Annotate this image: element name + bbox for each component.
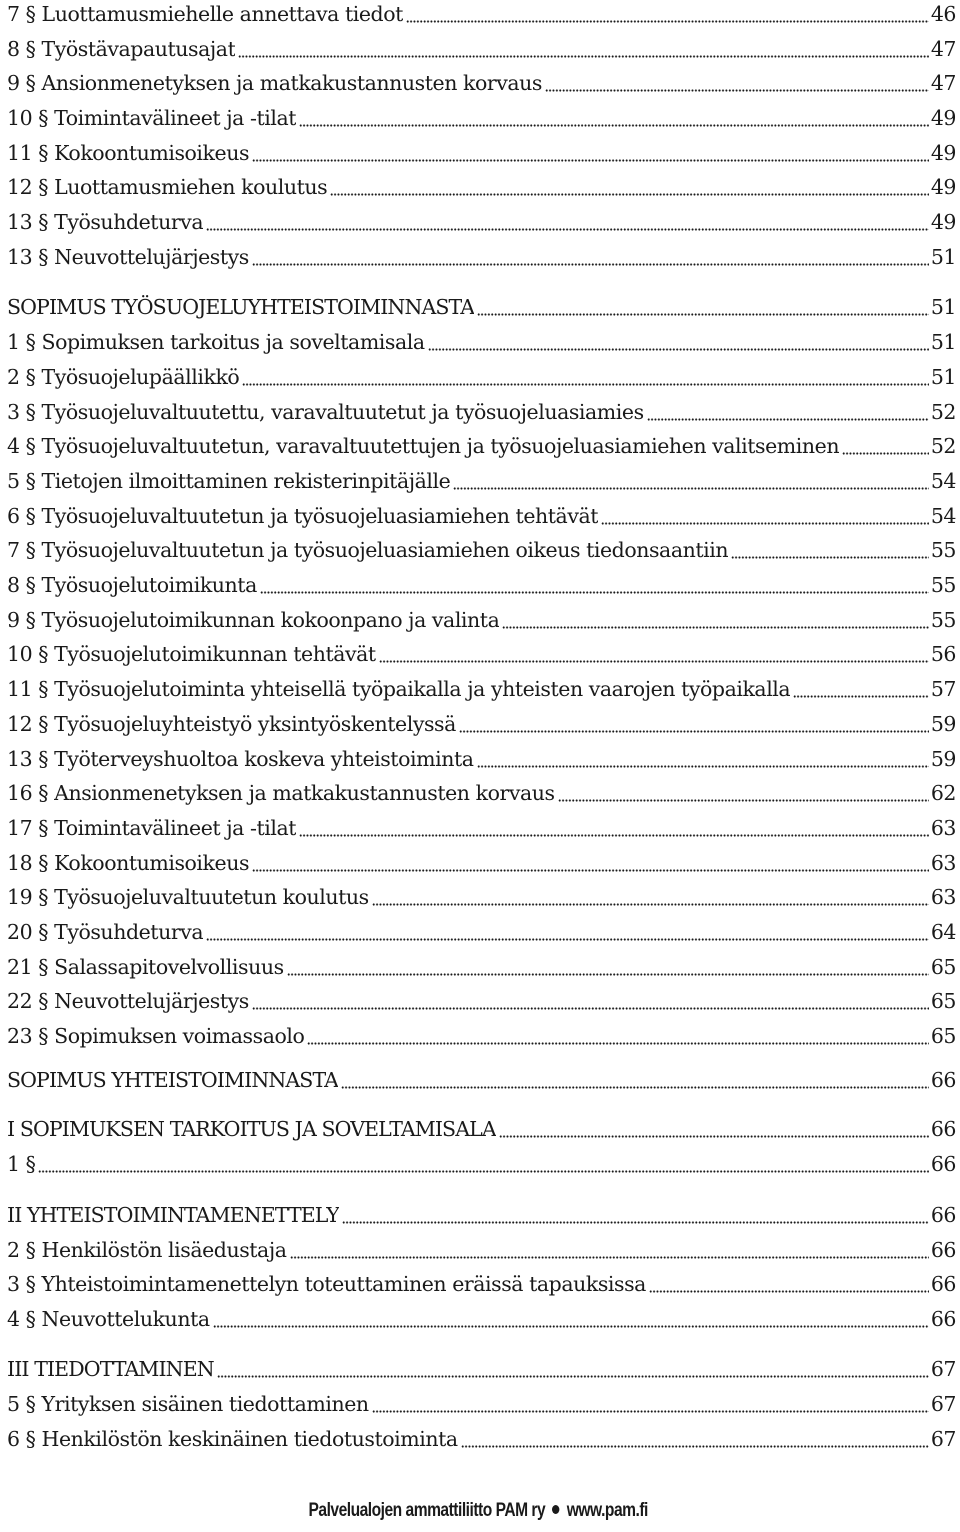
toc-entry-title: 13 § Työterveyshuoltoa koskeva yhteistoiminta: [7, 747, 474, 771]
dot-leader: [406, 0, 929, 31]
toc-entry[interactable]: [7, 101, 956, 135]
toc-entry-page: 63: [930, 885, 956, 909]
toc-entry[interactable]: [7, 984, 956, 1018]
toc-entry[interactable]: [7, 1422, 956, 1456]
toc-entry-title: 5 § Tietojen ilmoittaminen rekisterinpitäjälle: [7, 469, 451, 493]
toc-entry-page: 66: [930, 1152, 956, 1176]
dot-leader: [260, 568, 929, 602]
dot-leader: [372, 880, 929, 914]
toc-entry-page: 66: [930, 1238, 956, 1262]
dot-leader: [330, 170, 929, 204]
toc-entry-page: 55: [930, 538, 956, 562]
toc-entry-title: SOPIMUS TYÖSUOJELUYHTEISTOIMINNASTA: [7, 295, 475, 319]
toc-entry-page: 66: [930, 1068, 956, 1092]
toc-entry-title: 5 § Yrityksen sisäinen tiedottaminen: [7, 1392, 369, 1416]
toc-entry[interactable]: [7, 568, 956, 602]
dot-leader: [341, 1063, 929, 1097]
toc-entry-title: 23 § Sopimuksen voimassaolo: [7, 1024, 305, 1048]
toc-entry-page: 66: [930, 1272, 956, 1296]
toc-entry-title: 9 § Työsuojelutoimikunnan kokoonpano ja valinta: [7, 608, 500, 632]
toc-entry-title: SOPIMUS YHTEISTOIMINNASTA: [7, 1068, 339, 1092]
toc-entry-page: 67: [930, 1427, 956, 1451]
toc-entry[interactable]: [7, 1267, 956, 1301]
toc-section-heading[interactable]: [7, 1352, 956, 1386]
toc-entry-title: 13 § Työsuhdeturva: [7, 210, 204, 234]
toc-entry-title: 13 § Neuvottelujärjestys: [7, 245, 249, 269]
dot-leader: [252, 984, 929, 1018]
toc-entry-title: I SOPIMUKSEN TARKOITUS JA SOVELTAMISALA: [7, 1117, 496, 1141]
toc-entry-page: 59: [930, 712, 956, 736]
toc-entry-title: 7 § Työsuojeluvaltuutetun ja työsuojeluasiamiehen oikeus tiedonsaantiin: [7, 538, 729, 562]
toc-entry-title: 4 § Työsuojeluvaltuutetun, varavaltuutettujen ja työsuojeluasiamiehen valitseminen: [7, 434, 840, 458]
dot-leader: [731, 533, 929, 567]
toc-entry-page: 64: [930, 920, 956, 944]
dot-leader: [242, 360, 929, 394]
toc-entry-title: 8 § Työstävapautusajat: [7, 37, 236, 61]
toc-entry[interactable]: [7, 0, 956, 31]
toc-section-heading[interactable]: [7, 1112, 956, 1146]
dot-leader: [287, 950, 929, 984]
toc-entry-page: 56: [930, 642, 956, 666]
toc-entry-title: 10 § Työsuojelutoimikunnan tehtävät: [7, 642, 376, 666]
toc-entry-page: 55: [930, 573, 956, 597]
toc-entry[interactable]: [7, 66, 956, 100]
toc-entry[interactable]: [7, 429, 956, 463]
toc-entry-page: 65: [930, 955, 956, 979]
toc-entry[interactable]: [7, 205, 956, 239]
dot-leader: [499, 1112, 929, 1146]
dot-leader: [649, 1267, 929, 1301]
toc-entry[interactable]: [7, 915, 956, 949]
toc-entry-title: 9 § Ansionmenetyksen ja matkakustannusten korvaus: [7, 71, 542, 95]
toc-entry[interactable]: [7, 846, 956, 880]
toc-entry-page: 47: [930, 71, 956, 95]
toc-entry-title: 12 § Luottamusmiehen koulutus: [7, 175, 328, 199]
toc-entry-title: III TIEDOTTAMINEN: [7, 1357, 214, 1381]
dot-leader: [299, 811, 929, 845]
dot-leader: [252, 846, 929, 880]
toc-section-heading[interactable]: [7, 1063, 956, 1097]
dot-leader: [252, 136, 929, 170]
toc-entry-title: 1 § Sopimuksen tarkoitus ja soveltamisala: [7, 330, 425, 354]
toc-entry-title: 3 § Työsuojeluvaltuutettu, varavaltuutetut ja työsuojeluasiamies: [7, 400, 644, 424]
dot-leader: [459, 707, 929, 741]
toc-entry-page: 49: [930, 106, 956, 130]
footer-website-link[interactable]: www.pam.fi: [566, 1500, 648, 1521]
toc-entry-title: 6 § Työsuojeluvaltuutetun ja työsuojeluasiamiehen tehtävät: [7, 504, 599, 528]
toc-entry-page: 49: [930, 210, 956, 234]
toc-entry[interactable]: [7, 464, 956, 498]
toc-entry-title: 2 § Henkilöstön lisäedustaja: [7, 1238, 287, 1262]
toc-section-heading[interactable]: [7, 290, 956, 324]
dot-leader: [477, 290, 929, 324]
dot-leader: [206, 915, 929, 949]
toc-entry-title: 21 § Salassapitovelvollisuus: [7, 955, 284, 979]
dot-leader: [477, 742, 929, 776]
toc-entry-page: 66: [930, 1203, 956, 1227]
toc-entry[interactable]: [7, 136, 956, 170]
toc-entry[interactable]: [7, 707, 956, 741]
toc-entry-title: 12 § Työsuojeluyhteistyö yksintyöskentelyssä: [7, 712, 456, 736]
dot-leader: [307, 1019, 928, 1053]
toc-entry-title: 6 § Henkilöstön keskinäinen tiedotustoiminta: [7, 1427, 458, 1451]
toc-entry-page: 49: [930, 175, 956, 199]
toc-entry[interactable]: [7, 1147, 956, 1181]
toc-entry-title: 2 § Työsuojelupäällikkö: [7, 365, 240, 389]
toc-entry[interactable]: [7, 32, 956, 66]
toc-entry[interactable]: [7, 742, 956, 776]
toc-entry-page: 66: [930, 1307, 956, 1331]
toc-entry-page: 49: [930, 141, 956, 165]
toc-entry-page: 67: [930, 1392, 956, 1416]
toc-entry-page: 46: [930, 2, 956, 26]
toc-entry-page: 52: [930, 434, 956, 458]
page-footer: [85, 1500, 872, 1532]
toc-entry[interactable]: [7, 880, 956, 914]
toc-entry[interactable]: [7, 240, 956, 274]
toc-entry[interactable]: [7, 776, 956, 810]
dot-leader: [793, 672, 929, 706]
toc-entry[interactable]: [7, 1019, 956, 1053]
toc-entry-title: 22 § Neuvottelujärjestys: [7, 989, 249, 1013]
toc-entry-page: 52: [930, 400, 956, 424]
dot-leader: [238, 32, 928, 66]
toc-entry[interactable]: [7, 1302, 956, 1336]
dot-leader: [299, 101, 929, 135]
toc-entry[interactable]: [7, 395, 956, 429]
toc-entry[interactable]: [7, 603, 956, 637]
toc-entry-page: 51: [930, 245, 956, 269]
toc-entry-title: 3 § Yhteistoimintamenettelyn toteuttaminen eräissä tapauksissa: [7, 1272, 646, 1296]
toc-entry-page: 55: [930, 608, 956, 632]
toc-entry-title: 18 § Kokoontumisoikeus: [7, 851, 250, 875]
toc-entry-page: 51: [930, 330, 956, 354]
toc-entry-title: 17 § Toimintavälineet ja -tilat: [7, 816, 297, 840]
toc-entry[interactable]: [7, 637, 956, 671]
toc-entry-title: 16 § Ansionmenetyksen ja matkakustannusten korvaus: [7, 781, 555, 805]
dot-leader: [379, 637, 929, 671]
toc-entry-title: 4 § Neuvottelukunta: [7, 1307, 210, 1331]
dot-leader: [545, 66, 929, 100]
toc-entry-title: 20 § Työsuhdeturva: [7, 920, 204, 944]
dot-leader: [601, 499, 929, 533]
footer-organization: Palvelualojen ammattiliitto PAM ry: [308, 1500, 546, 1521]
dot-leader: [558, 776, 929, 810]
toc-entry[interactable]: [7, 1233, 956, 1267]
toc-entry[interactable]: [7, 672, 956, 706]
dot-leader: [290, 1233, 929, 1267]
toc-entry[interactable]: [7, 325, 956, 359]
toc-entry-title: 8 § Työsuojelutoimikunta: [7, 573, 257, 597]
toc-entry-title: 11 § Työsuojelutoiminta yhteisellä työpaikalla ja yhteisten vaarojen työpaikalla: [7, 677, 791, 701]
toc-section-heading[interactable]: [7, 1198, 956, 1232]
toc-entry-title: 7 § Luottamusmiehelle annettava tiedot: [7, 2, 403, 26]
toc-entry-page: 67: [930, 1357, 956, 1381]
toc-entry-page: 63: [930, 816, 956, 840]
toc-entry-title: II YHTEISTOIMINTAMENETTELY: [7, 1203, 339, 1227]
toc-entry-page: 47: [930, 37, 956, 61]
toc-entry[interactable]: [7, 360, 956, 394]
dot-leader: [206, 205, 929, 239]
toc-entry-page: 59: [930, 747, 956, 771]
dot-leader: [213, 1302, 929, 1336]
dot-leader: [252, 240, 929, 274]
dot-leader: [428, 325, 929, 359]
toc-entry-page: 65: [930, 1024, 956, 1048]
toc-entry-page: 51: [930, 295, 956, 319]
toc-entry-page: 54: [930, 469, 956, 493]
dot-leader: [217, 1352, 929, 1386]
toc-entry-title: 10 § Toimintavälineet ja -tilat: [7, 106, 297, 130]
dot-leader: [647, 395, 929, 429]
dot-leader: [502, 603, 928, 637]
dot-leader: [38, 1147, 928, 1181]
dot-leader: [342, 1198, 929, 1232]
toc-entry-page: 57: [930, 677, 956, 701]
toc-entry-page: 63: [930, 851, 956, 875]
toc-entry-page: 65: [930, 989, 956, 1013]
toc-entry-title: 19 § Työsuojeluvaltuutetun koulutus: [7, 885, 369, 909]
toc-entry-page: 62: [930, 781, 956, 805]
dot-leader: [372, 1387, 929, 1421]
dot-leader: [453, 464, 929, 498]
toc-entry-page: 66: [930, 1117, 956, 1141]
toc-entry[interactable]: [7, 950, 956, 984]
toc-entry[interactable]: [7, 499, 956, 533]
dot-leader: [842, 429, 929, 463]
toc-entry-title: 1 §: [7, 1152, 36, 1176]
toc-entry[interactable]: [7, 811, 956, 845]
toc-entry[interactable]: [7, 1387, 956, 1421]
toc-entry[interactable]: [7, 533, 956, 567]
toc-entry-page: 54: [930, 504, 956, 528]
toc-entry-title: 11 § Kokoontumisoikeus: [7, 141, 250, 165]
dot-leader: [461, 1422, 929, 1456]
toc-entry[interactable]: [7, 170, 956, 204]
bullet-icon: [552, 1505, 559, 1514]
toc-entry-page: 51: [930, 365, 956, 389]
